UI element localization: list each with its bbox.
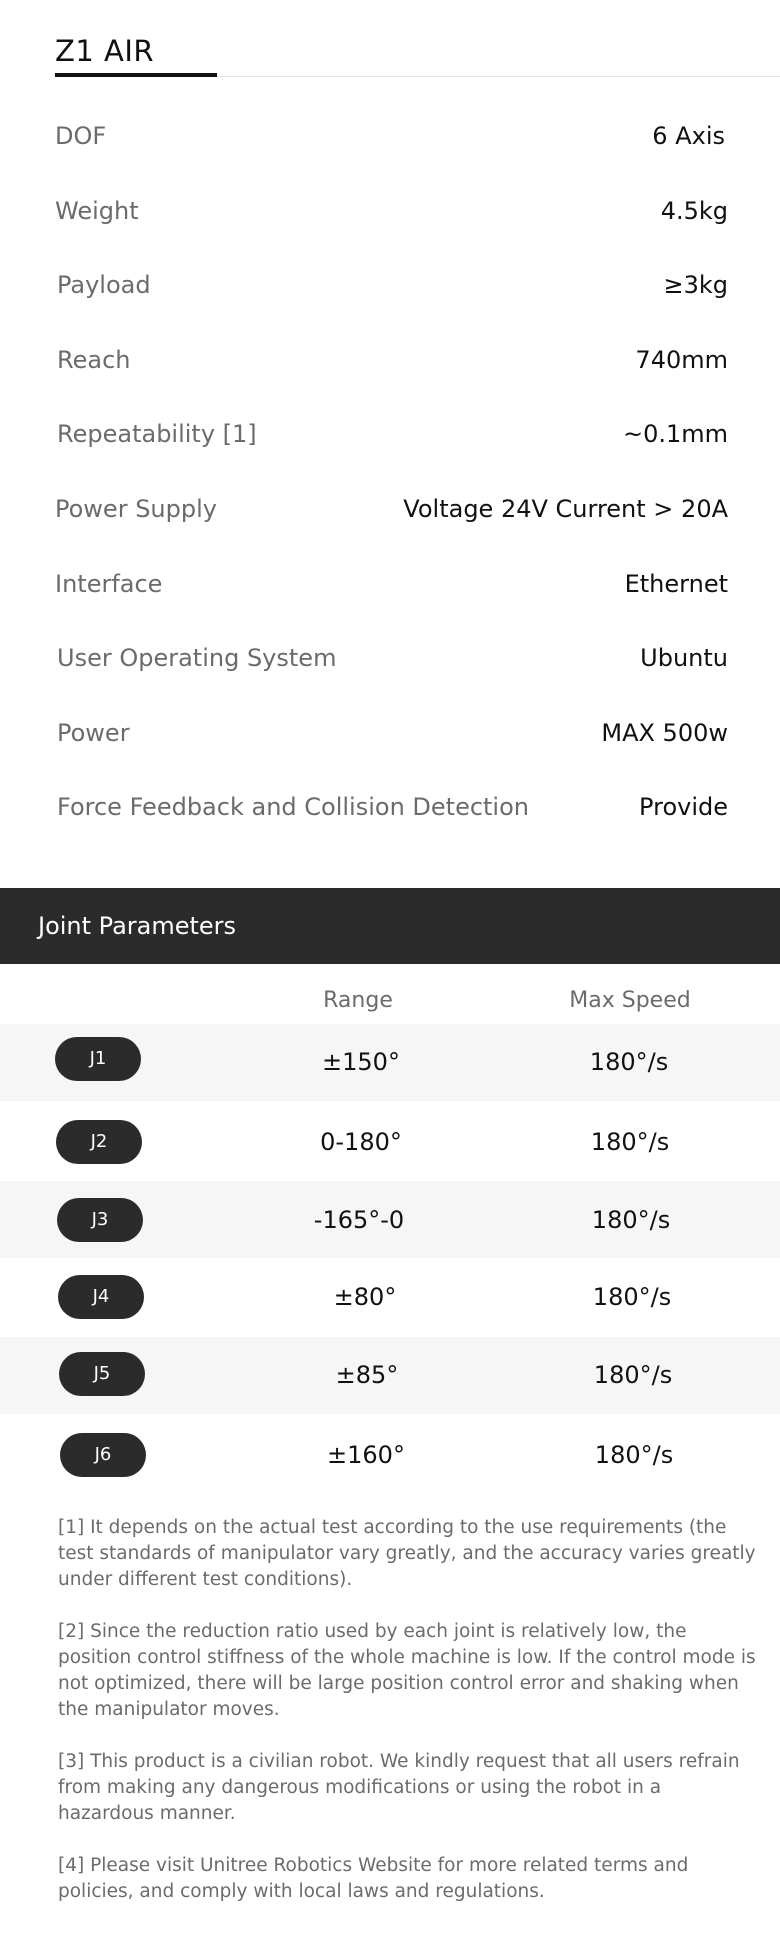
footnote: [1] It depends on the actual test according to the use requirements (the test standards of manipulator vary greatly, and the accuracy varies greatly under different test conditions). xyxy=(58,1517,756,1590)
spec-value: 4.5kg xyxy=(660,197,728,225)
spec-label: Force Feedback and Collision Detection xyxy=(57,793,529,821)
spec-row-power-supply xyxy=(0,489,780,529)
section-title: Joint Parameters xyxy=(38,912,237,940)
spec-label: Power xyxy=(57,719,130,747)
footnote: [2] Since the reduction ratio used by each joint is relatively low, the position control stiffness of the whole machine is low. If the control mode is not optimized, there will be large position control error and shaking when the manipulator moves. xyxy=(58,1621,756,1720)
joint-speed: 180°/s xyxy=(592,1283,672,1311)
spec-value: 740mm xyxy=(635,346,728,374)
spec-label: DOF xyxy=(55,122,107,150)
table-row xyxy=(0,1337,780,1414)
joint-badge: J2 xyxy=(56,1120,142,1164)
joint-range: ±80° xyxy=(333,1283,397,1311)
tab-z1-air[interactable]: Z1 AIR xyxy=(55,34,155,68)
footnotes xyxy=(58,1515,758,1931)
column-header-max-speed: Max Speed xyxy=(569,988,691,1013)
spec-value: Ethernet xyxy=(624,570,728,598)
footnote: [3] This product is a civilian robot. We kindly request that all users refrain from making any dangerous modifications or using the robot in a hazardous manner. xyxy=(58,1751,740,1824)
table-row xyxy=(0,1181,780,1258)
spec-row-reach xyxy=(0,340,780,380)
spec-value: Ubuntu xyxy=(640,644,728,672)
joint-range: ±85° xyxy=(335,1361,399,1389)
spec-value: Provide xyxy=(639,793,728,821)
spec-row-os xyxy=(0,638,780,678)
joint-range: -165°-0 xyxy=(313,1206,405,1234)
spec-value: ≥3kg xyxy=(663,271,728,299)
spec-label: Weight xyxy=(55,197,139,225)
table-row xyxy=(0,1259,780,1336)
table-row xyxy=(0,1102,780,1179)
joint-range: ±150° xyxy=(322,1048,400,1076)
spec-label: Interface xyxy=(55,570,163,598)
joint-speed: 180°/s xyxy=(591,1206,671,1234)
spec-row-weight xyxy=(0,191,780,231)
spec-value: ~0.1mm xyxy=(622,420,728,448)
joint-badge: J4 xyxy=(58,1275,144,1319)
joint-parameters-header xyxy=(0,888,780,964)
column-header-range: Range xyxy=(323,988,393,1013)
active-tab-indicator xyxy=(55,73,217,77)
product-tab-header xyxy=(0,0,780,80)
table-row xyxy=(0,1024,780,1101)
joint-badge: J6 xyxy=(60,1433,146,1477)
spec-row-payload xyxy=(0,265,780,305)
spec-label: User Operating System xyxy=(57,644,337,672)
spec-value: MAX 500w xyxy=(601,719,728,747)
joint-speed: 180°/s xyxy=(590,1128,670,1156)
joint-badge: J3 xyxy=(57,1198,143,1242)
spec-value: Voltage 24V Current > 20A xyxy=(403,495,728,523)
spec-row-power xyxy=(0,713,780,753)
joint-range: 0-180° xyxy=(320,1128,402,1156)
spec-row-dof xyxy=(0,116,780,156)
joint-speed: 180°/s xyxy=(593,1361,673,1389)
spec-label: Power Supply xyxy=(55,495,217,523)
table-row xyxy=(0,1415,780,1492)
joint-badge: J1 xyxy=(55,1037,141,1081)
joint-speed: 180°/s xyxy=(589,1048,669,1076)
spec-label: Payload xyxy=(57,271,151,299)
spec-label: Repeatability [1] xyxy=(57,420,257,448)
spec-value: 6 Axis xyxy=(652,122,725,150)
spec-label: Reach xyxy=(57,346,131,374)
spec-row-repeatability xyxy=(0,414,780,454)
tab-divider xyxy=(217,76,780,77)
spec-row-interface xyxy=(0,564,780,604)
spec-row-force-feedback xyxy=(0,787,780,827)
footnote: [4] Please visit Unitree Robotics Website for more related terms and policies, and comply with local laws and regulations. xyxy=(58,1855,689,1902)
joint-badge: J5 xyxy=(59,1352,145,1396)
joint-range: ±160° xyxy=(327,1441,405,1469)
joint-speed: 180°/s xyxy=(594,1441,674,1469)
